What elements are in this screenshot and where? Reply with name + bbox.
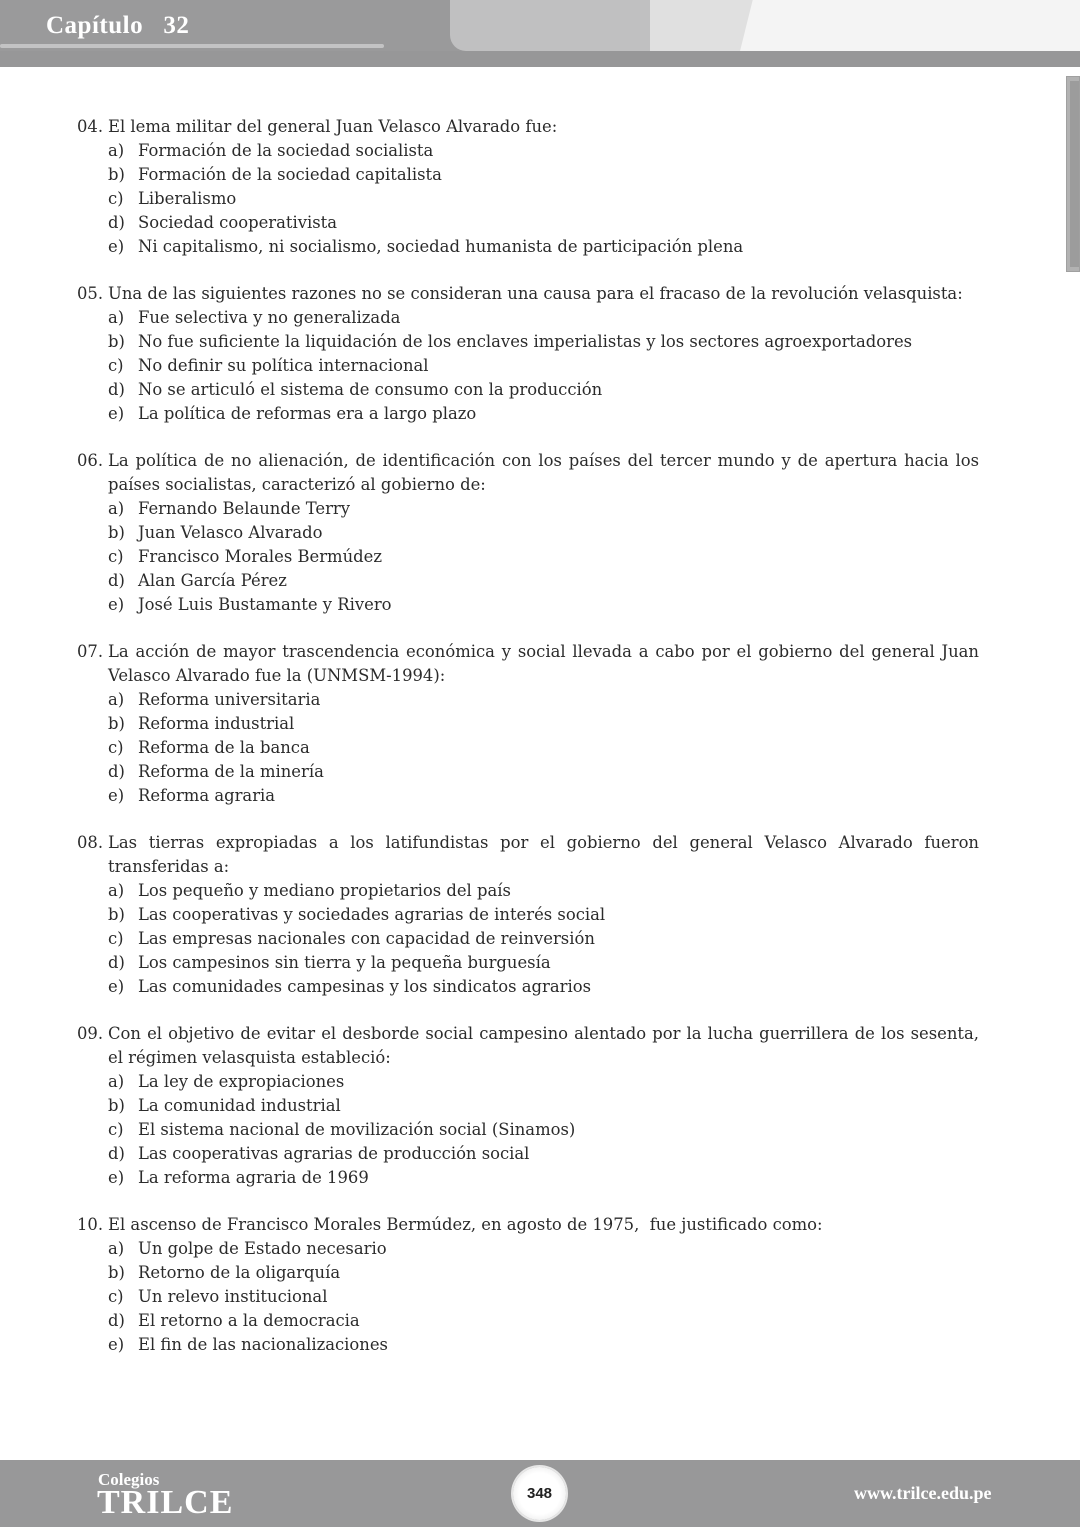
option-text: Los pequeño y mediano propietarios del país xyxy=(138,881,511,900)
option-letter: b) xyxy=(108,332,125,351)
option-letter: a) xyxy=(108,1072,125,1091)
option-d[interactable] xyxy=(108,1142,979,1166)
option-a[interactable] xyxy=(108,879,979,903)
option-text: Los campesinos sin tierra y la pequeña burguesía xyxy=(138,953,551,972)
option-e[interactable] xyxy=(108,402,979,426)
option-c[interactable] xyxy=(108,1118,979,1142)
option-text: Un golpe de Estado necesario xyxy=(138,1239,387,1258)
option-letter: e) xyxy=(108,1335,125,1354)
option-b[interactable] xyxy=(108,163,558,187)
option-letter: a) xyxy=(108,499,125,518)
brand-colegios: Colegios xyxy=(98,1470,160,1489)
option-text: El fin de las nacionalizaciones xyxy=(138,1335,388,1354)
option-text: Liberalismo xyxy=(138,189,237,208)
option-text: Las cooperativas agrarias de producción social xyxy=(138,1144,530,1163)
option-c[interactable] xyxy=(108,1285,979,1309)
question-08 xyxy=(77,831,979,999)
option-letter: b) xyxy=(108,1096,125,1115)
option-a[interactable] xyxy=(108,1070,979,1094)
option-letter: c) xyxy=(108,738,124,757)
option-letter: e) xyxy=(108,404,125,423)
option-letter: a) xyxy=(108,881,125,900)
option-text: Ni capitalismo, ni socialismo, sociedad humanista de participación plena xyxy=(138,237,744,256)
option-c[interactable] xyxy=(108,545,558,569)
page-footer xyxy=(0,1460,1080,1527)
header-decoration-dark xyxy=(450,0,650,51)
option-text: Las cooperativas y sociedades agrarias de interés social xyxy=(138,905,606,924)
option-letter: a) xyxy=(108,1239,125,1258)
option-letter: e) xyxy=(108,786,125,805)
option-text: No definir su política internacional xyxy=(138,356,429,375)
option-letter: d) xyxy=(108,380,125,399)
option-b[interactable] xyxy=(108,1094,979,1118)
page-number: 348 xyxy=(526,1485,553,1502)
option-a[interactable] xyxy=(108,688,558,712)
question-text: Las tierras expropiadas a los latifundistas por el gobierno del general Velasco Alvarado fueron transferidas a: xyxy=(108,833,979,876)
option-text: Sociedad cooperativista xyxy=(138,213,338,232)
option-text: Francisco Morales Bermúdez xyxy=(138,547,382,566)
header-underline xyxy=(0,44,384,48)
question-04 xyxy=(77,115,979,259)
question-number: 09. xyxy=(77,1024,104,1043)
option-letter: c) xyxy=(108,1287,124,1306)
website-link[interactable]: www.trilce.edu.pe xyxy=(854,1483,992,1503)
brand-logo-trilce: TRILCE xyxy=(97,1484,234,1521)
option-d[interactable] xyxy=(108,378,979,402)
page-header xyxy=(0,0,1080,67)
option-d[interactable] xyxy=(108,951,979,975)
option-d[interactable] xyxy=(108,760,558,784)
question-number: 04. xyxy=(77,117,104,136)
option-text: Fernando Belaunde Terry xyxy=(138,499,351,518)
option-b[interactable] xyxy=(108,1261,979,1285)
option-text: Las comunidades campesinas y los sindicatos agrarios xyxy=(138,977,591,996)
option-text: Las empresas nacionales con capacidad de reinversión xyxy=(138,929,595,948)
option-e[interactable] xyxy=(108,593,979,617)
option-b[interactable] xyxy=(108,712,558,736)
question-text: Con el objetivo de evitar el desborde social campesino alentado por la lucha guerrillera de los sesenta, el régimen velasquista estableció: xyxy=(108,1024,979,1067)
option-letter: a) xyxy=(108,690,125,709)
option-letter: e) xyxy=(108,977,125,996)
question-number: 08. xyxy=(77,833,104,852)
question-06 xyxy=(77,449,979,617)
header-decoration-light xyxy=(700,0,1080,51)
question-number: 05. xyxy=(77,284,104,303)
option-letter: d) xyxy=(108,571,125,590)
option-e[interactable] xyxy=(108,784,979,808)
option-text: Reforma industrial xyxy=(138,714,295,733)
question-text: El lema militar del general Juan Velasco Alvarado fue: xyxy=(108,117,558,136)
option-text: No fue suficiente la liquidación de los enclaves imperialistas y los sectores agroexportadores xyxy=(138,332,913,351)
option-letter: c) xyxy=(108,189,124,208)
option-text: La ley de expropiaciones xyxy=(138,1072,345,1091)
option-letter: e) xyxy=(108,1168,125,1187)
option-letter: c) xyxy=(108,1120,124,1139)
option-text: Reforma de la banca xyxy=(138,738,310,757)
option-text: La política de reformas era a largo plazo xyxy=(138,404,477,423)
option-b[interactable] xyxy=(108,521,558,545)
option-text: Reforma universitaria xyxy=(138,690,321,709)
option-letter: d) xyxy=(108,1144,125,1163)
question-text: El ascenso de Francisco Morales Bermúdez, en agosto de 1975, fue justificado como: xyxy=(108,1215,823,1234)
question-text: La acción de mayor trascendencia económica y social llevada a cabo por el gobierno del general Juan Velasco Alvarado fue la (UNMSM-1994): xyxy=(108,642,979,685)
option-letter: b) xyxy=(108,523,125,542)
option-letter: d) xyxy=(108,953,125,972)
option-text: Reforma de la minería xyxy=(138,762,324,781)
question-text: La política de no alienación, de identificación con los países del tercer mundo y de apertura hacia los países socialistas, caracterizó al gobierno de: xyxy=(108,451,979,494)
option-c[interactable] xyxy=(108,187,558,211)
question-05 xyxy=(77,282,979,426)
option-letter: d) xyxy=(108,213,125,232)
question-number: 06. xyxy=(77,451,104,470)
page-number-badge xyxy=(513,1467,566,1520)
option-text: Retorno de la oligarquía xyxy=(138,1263,341,1282)
option-e[interactable] xyxy=(108,1166,979,1190)
option-text: Un relevo institucional xyxy=(138,1287,328,1306)
option-letter: a) xyxy=(108,308,125,327)
option-text: El retorno a la democracia xyxy=(138,1311,360,1330)
question-07 xyxy=(77,640,979,808)
option-letter: e) xyxy=(108,237,125,256)
scrollbar-thumb[interactable] xyxy=(1070,81,1079,267)
option-c[interactable] xyxy=(108,927,979,951)
option-text: Formación de la sociedad socialista xyxy=(138,141,434,160)
option-e[interactable] xyxy=(108,235,979,259)
option-a[interactable] xyxy=(108,1237,979,1261)
option-letter: b) xyxy=(108,714,125,733)
option-b[interactable] xyxy=(108,330,979,354)
option-a[interactable] xyxy=(108,139,558,163)
option-letter: e) xyxy=(108,595,125,614)
option-e[interactable] xyxy=(108,1333,979,1357)
option-letter: d) xyxy=(108,1311,125,1330)
option-letter: b) xyxy=(108,165,125,184)
option-d[interactable] xyxy=(108,1309,979,1333)
scrollbar[interactable] xyxy=(1066,76,1080,272)
option-b[interactable] xyxy=(108,903,979,927)
option-e[interactable] xyxy=(108,975,979,999)
option-d[interactable] xyxy=(108,211,558,235)
chapter-title: Capítulo 32 xyxy=(46,12,190,39)
header-band xyxy=(0,51,1080,67)
question-09 xyxy=(77,1022,979,1190)
question-number: 10. xyxy=(77,1215,104,1234)
option-text: José Luis Bustamante y Rivero xyxy=(138,595,392,614)
option-letter: b) xyxy=(108,905,125,924)
option-c[interactable] xyxy=(108,736,558,760)
question-number: 07. xyxy=(77,642,104,661)
option-c[interactable] xyxy=(108,354,979,378)
option-text: La comunidad industrial xyxy=(138,1096,341,1115)
option-text: No se articuló el sistema de consumo con la producción xyxy=(138,380,603,399)
option-letter: c) xyxy=(108,929,124,948)
option-letter: d) xyxy=(108,762,125,781)
question-10 xyxy=(77,1213,979,1357)
option-letter: c) xyxy=(108,356,124,375)
option-text: Juan Velasco Alvarado xyxy=(138,523,323,542)
option-text: Formación de la sociedad capitalista xyxy=(138,165,442,184)
option-letter: a) xyxy=(108,141,125,160)
option-d[interactable] xyxy=(108,569,558,593)
option-text: Fue selectiva y no generalizada xyxy=(138,308,401,327)
option-a[interactable] xyxy=(108,306,979,330)
option-letter: c) xyxy=(108,547,124,566)
question-text: Una de las siguientes razones no se consideran una causa para el fracaso de la revolución velasquista: xyxy=(108,284,963,303)
option-a[interactable] xyxy=(108,497,558,521)
option-text: Reforma agraria xyxy=(138,786,276,805)
option-text: El sistema nacional de movilización social (Sinamos) xyxy=(138,1120,576,1139)
questions-list xyxy=(77,115,979,1380)
option-text: Alan García Pérez xyxy=(138,571,287,590)
option-letter: b) xyxy=(108,1263,125,1282)
option-text: La reforma agraria de 1969 xyxy=(138,1168,369,1187)
